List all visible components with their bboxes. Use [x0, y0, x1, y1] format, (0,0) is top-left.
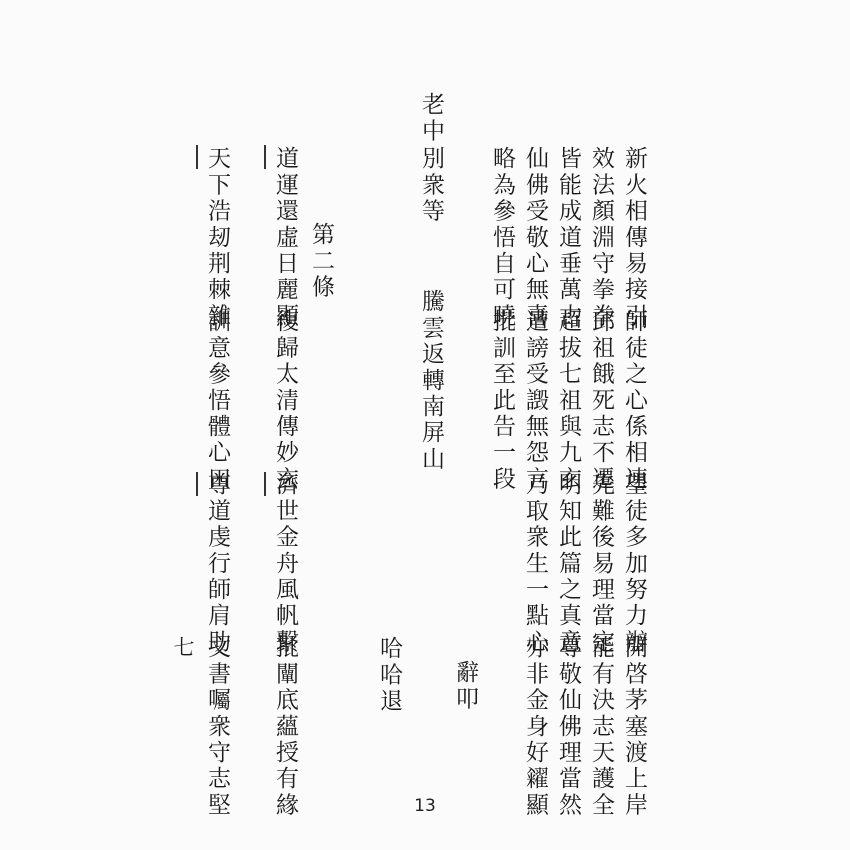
speaker-laozhong: 老中 — [418, 92, 444, 145]
verse-column-3-line-d: 尊敬仙佛理當然 — [555, 635, 581, 819]
leaf-number: 七 — [171, 636, 195, 661]
closing-note-ciko: 辭叩 — [452, 660, 478, 713]
column-marker-bar — [264, 472, 266, 496]
verse-column-10-line-a: 道運還虛日麗顯 — [272, 146, 298, 330]
verse-column-10-line-b: 復歸太清傳妙玄 — [272, 309, 298, 493]
verse-column-11-line-c: 尊道虔行師肩助 — [204, 472, 230, 656]
verse-column-3-line-a: 皆能成道垂萬古 — [555, 146, 581, 330]
verse-column-11-line-d: 文書囑衆守志堅 — [204, 635, 230, 819]
verse-column-5-line-b: 批訓至此告一段 — [489, 309, 515, 493]
verse-column-4-line-d: 亦非金身好糴顯 — [522, 635, 548, 819]
verse-column-11-line-a: 天下浩刼荆棘雜 — [204, 146, 230, 330]
verse-column-2-line-b: 邱祖餓死志不遷 — [588, 309, 614, 493]
verse-column-2-line-c: 先難後易理當定 — [588, 472, 614, 656]
verse-column-3-line-c: 明知此篇之真意 — [555, 472, 581, 656]
farewell-verse: 騰雲返轉南屏山 — [418, 289, 444, 473]
column-marker-bar — [264, 145, 266, 169]
verse-column-3-line-b: 超拔七祖與九玄 — [555, 309, 581, 493]
farewell-phrase: 別衆等 — [418, 146, 444, 225]
verse-column-1-line-a: 新火相傳易接引 — [621, 146, 647, 330]
closing-laugh: 哈哈退 — [376, 636, 402, 715]
verse-column-1-line-d: 開啓茅塞渡上岸 — [621, 635, 647, 819]
verse-column-2-line-a: 效法顏淵守拳拳 — [588, 146, 614, 330]
verse-column-2-line-d: 能有決志天護全 — [588, 635, 614, 819]
verse-column-10-line-d: 批闡底蘊授有緣 — [272, 635, 298, 819]
verse-column-11-line-b: 訓意參悟體心田 — [204, 309, 230, 493]
verse-column-1-line-c: 望徒多加努力辦 — [621, 472, 647, 656]
verse-column-5-line-a: 略為參悟自可曉 — [489, 146, 515, 330]
column-marker-bar — [196, 145, 198, 169]
column-marker-bar — [196, 472, 198, 496]
page-number: 13 — [414, 796, 436, 816]
verse-column-4-line-a: 仙佛受敬心無喜 — [522, 146, 548, 330]
verse-column-4-line-b: 遭謗受譭無怨言 — [522, 309, 548, 493]
verse-column-10-line-c: 濟世金舟風帆繫 — [272, 472, 298, 656]
section-heading-second: 第二條 — [308, 222, 334, 301]
verse-column-1-line-b: 師徒之心係相連 — [621, 309, 647, 493]
verse-column-4-line-c: 乃取衆生一點心 — [522, 472, 548, 656]
